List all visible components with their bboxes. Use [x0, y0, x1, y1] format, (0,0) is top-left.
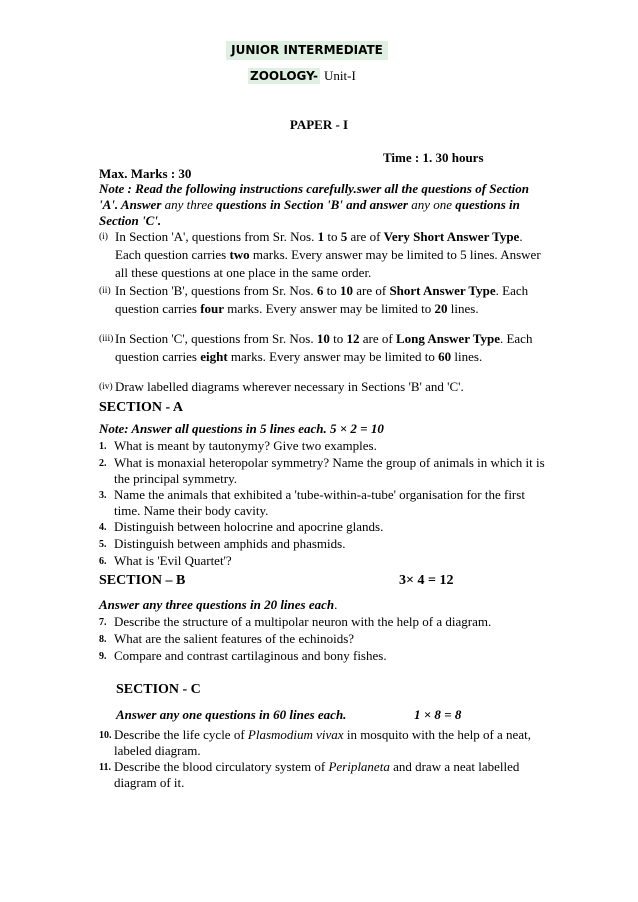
instruction-text: Draw labelled diagrams wherever necessary in Sections 'B' and 'C'.: [115, 379, 464, 394]
section-a-note: Note: Answer all questions in 5 lines each. 5 × 2 = 10: [99, 421, 384, 436]
instructions-note: Note : Read the following instructions carefully.swer all the questions of Section 'A'. Answer any three questions in Section 'B' and answer any one questions in Section 'C'.: [99, 181, 529, 228]
instruction-marker: (iii): [99, 334, 114, 344]
instruction-marker: (i): [99, 232, 108, 242]
section-b-note: Answer any three questions in 20 lines each.: [99, 597, 338, 612]
instruction-text: In Section 'B', questions from Sr. Nos. 6 to 10 are of Short Answer Type. Each question carries four marks. Every answer may be limited to 20 lines.: [115, 283, 529, 316]
section-b-marks: 3× 4 = 12: [399, 573, 454, 588]
section-c-note: Answer any one questions in 60 lines each.: [116, 707, 347, 722]
section-a-heading: SECTION - A: [99, 400, 184, 415]
instruction-marker: (ii): [99, 286, 111, 296]
section-b-heading: SECTION – B: [99, 573, 186, 588]
unit-label: Unit-I: [324, 68, 356, 83]
subject-line: [248, 66, 356, 86]
instruction-marker: (iv): [99, 382, 113, 392]
subject-title: ZOOLOGY-: [250, 69, 319, 83]
exam-level-title: JUNIOR INTERMEDIATE: [226, 41, 388, 60]
paper-title: PAPER - I: [289, 117, 349, 132]
instruction-text: In Section 'C', questions from Sr. Nos. 10 to 12 are of Long Answer Type. Each question carries eight marks. Every answer may be limited to 60 lines.: [115, 331, 533, 364]
section-c-marks: 1 × 8 = 8: [414, 707, 462, 722]
exam-page: JUNIOR INTERMEDIATE ZOOLOGY- Unit-I PAPER - I Time : 1. 30 hours Max. Marks : 30 Note : Read the following instructions carefully.swer all the questions of Section 'A'. Answer any three questions in Section 'B' and answer any one questions in Section 'C'. (i) In Section 'A', questions from Sr. Nos. 1 to 5 are of Very Short Answer Type. Each question carries two marks. Every answer may be limited to 5 lines. Answer all these questions at one place in the same order. (ii) In Section 'B', questions from Sr. Nos. 6 to 10 are of Short Answer Type. Each question carries four marks. Every answer may be limited to 20 lines. (iii) In Section 'C', questions from Sr. Nos. 10 to 12 are of Long Answer Type. Each question carries eight marks. Every answer may be limited to 60 lines. (iv) Draw labelled diagrams wherever necessary in Sections 'B' and 'C'. SECTION - A Note: Answer all questions in 5 lines each. 5 × 2 = 10 1. What is meant by tautonymy? Give two examples. 2. What is monaxial heteropolar symmetry? Name the group of animals in which it is the principal symmetry. 3. Name the animals that exhibited a 'tube-within-a-tube' organisation for the first time. Name their body cavity. 4. Distinguish between holocrine and apocrine glands. 5. Distinguish between amphids and phasmids. 6. What is 'Evil Quartet'? SECTION – B 3× 4 = 12 Answer any three questions in 20 lines each. 7. Describe the structure of a multipolar neuron with the help of a diagram. 8. What are the salient features of the echinoids? 9. Compare and contrast cartilaginous and bony fishes. SECTION - C Answer any one questions in 60 lines each. 1 × 8 = 8 10. Describe the life cycle of Plasmodium vivax in mosquito with the help of a neat, labeled diagram. 11. Describe the blood circulatory system of Periplaneta and draw a neat labelled diagram of it.: [0, 0, 638, 902]
instruction-text: In Section 'A', questions from Sr. Nos. 1 to 5 are of Very Short Answer Type. Each question carries two marks. Every answer may be limited to 5 lines. Answer all these questions at one place in the same order.: [115, 229, 541, 280]
section-c-heading: SECTION - C: [116, 682, 201, 697]
max-marks-label: Max. Marks : 30: [99, 166, 192, 181]
time-label: Time : 1. 30 hours: [383, 150, 484, 165]
